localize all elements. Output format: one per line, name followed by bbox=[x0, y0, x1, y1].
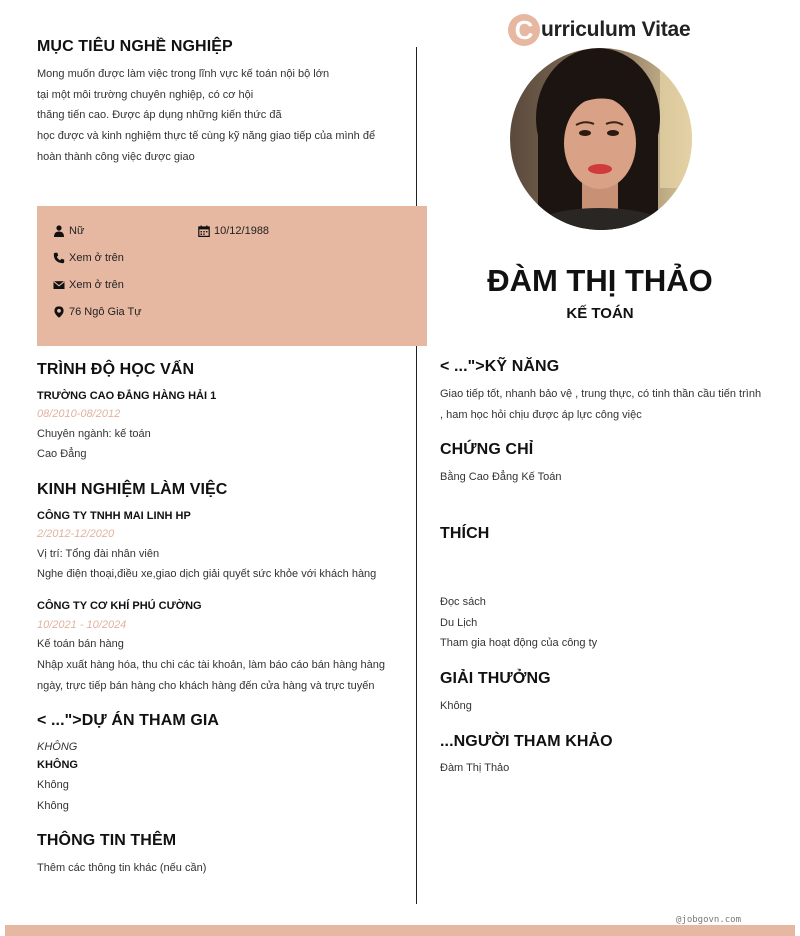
footer-bar bbox=[5, 925, 795, 936]
certificates-text: Bằng Cao Đẳng Kế Toán bbox=[440, 471, 562, 483]
logo-letter: C bbox=[508, 14, 540, 46]
candidate-name: ĐÀM THỊ THẢO bbox=[487, 263, 713, 298]
experience-heading: KINH NGHIỆM LÀM VIỆC bbox=[37, 481, 228, 498]
certificates-heading: CHỨNG CHỈ bbox=[440, 441, 534, 458]
job-description: ngày, trực tiếp bán hàng cho khách hàng đến cửa hàng và trực tuyến bbox=[37, 680, 375, 692]
job-company: CÔNG TY CƠ KHÍ PHÚ CƯỜNG bbox=[37, 600, 202, 612]
hobby-item: Đọc sách bbox=[440, 596, 486, 608]
job-description: Nhập xuất hàng hóa, thu chi các tài khoản, làm báo cáo bán hàng hàng bbox=[37, 659, 385, 671]
objective-line: thăng tiến cao. Được áp dụng những kiến thức đã bbox=[37, 109, 282, 121]
watermark: @jobgovn.com bbox=[676, 915, 742, 925]
project-line: KHÔNG bbox=[37, 759, 78, 771]
hobbies-heading: THÍCH bbox=[440, 525, 490, 542]
address-value: 76 Ngô Gia Tự bbox=[69, 306, 142, 318]
awards-heading: GIẢI THƯỞNG bbox=[440, 670, 551, 687]
project-line: KHÔNG bbox=[37, 741, 78, 753]
contact-address bbox=[53, 306, 142, 318]
education-school: TRƯỜNG CAO ĐẲNG HÀNG HẢI 1 bbox=[37, 390, 217, 402]
project-line: Không bbox=[37, 800, 69, 812]
phone-value: Xem ở trên bbox=[69, 252, 124, 264]
education-dates: 08/2010-08/2012 bbox=[37, 408, 121, 420]
hobby-item: Tham gia hoạt động của công ty bbox=[440, 637, 598, 649]
calendar-icon bbox=[198, 225, 210, 237]
references-text: Đàm Thị Thảo bbox=[440, 762, 510, 774]
contact-email bbox=[53, 279, 124, 291]
skills-line: , ham học hỏi chịu được áp lực công việc bbox=[440, 409, 642, 421]
profile-photo bbox=[510, 48, 692, 230]
objective-line: Mong muốn được làm việc trong lĩnh vực kế toán nội bộ lớn bbox=[37, 68, 330, 80]
skills-line: Giao tiếp tốt, nhanh bảo vệ , trung thực, có tinh thần cầu tiến trình bbox=[440, 388, 762, 400]
job-title: KẾ TOÁN bbox=[566, 305, 634, 322]
job-dates: 2/2012-12/2020 bbox=[37, 528, 115, 540]
references-heading: ...NGƯỜI THAM KHẢO bbox=[440, 733, 613, 750]
objective-line: tại một môi trường chuyên nghiệp, có cơ hội bbox=[37, 89, 254, 101]
job-description: Nghe điện thoại,điều xe,giao dịch giải quyết sức khỏe với khách hàng bbox=[37, 568, 377, 580]
contact-phone bbox=[53, 252, 124, 264]
location-icon bbox=[53, 306, 65, 318]
more-info-heading: THÔNG TIN THÊM bbox=[37, 832, 177, 849]
job-company: CÔNG TY TNHH MAI LINH HP bbox=[37, 510, 191, 522]
more-info-text: Thêm các thông tin khác (nếu cần) bbox=[37, 862, 207, 874]
gender-value: Nữ bbox=[69, 225, 85, 237]
education-degree: Cao Đẳng bbox=[37, 448, 87, 460]
birthday-value: 10/12/1988 bbox=[214, 225, 270, 237]
project-line: Không bbox=[37, 779, 69, 791]
column-divider-top bbox=[416, 47, 417, 206]
column-divider-bottom bbox=[416, 346, 417, 904]
hobby-item: Du Lịch bbox=[440, 617, 478, 629]
projects-heading: < ...">DỰ ÁN THAM GIA bbox=[37, 712, 220, 729]
contact-gender bbox=[53, 225, 84, 237]
cv-logo bbox=[508, 14, 691, 46]
contact-birthday bbox=[198, 225, 269, 237]
objective-line: hoàn thành công việc được giao bbox=[37, 151, 195, 163]
job-position: Vị trí: Tổng đài nhân viên bbox=[37, 548, 160, 560]
email-value: Xem ở trên bbox=[69, 279, 124, 291]
logo-text: urriculum Vitae bbox=[541, 18, 691, 41]
education-major: Chuyên ngành: kế toán bbox=[37, 428, 151, 440]
phone-icon bbox=[53, 252, 65, 264]
education-heading: TRÌNH ĐỘ HỌC VẤN bbox=[37, 361, 195, 378]
mail-icon bbox=[53, 279, 65, 291]
user-icon bbox=[53, 225, 65, 237]
objective-heading: MỤC TIÊU NGHỀ NGHIỆP bbox=[37, 38, 233, 55]
awards-text: Không bbox=[440, 700, 472, 712]
skills-heading: < ...">KỸ NĂNG bbox=[440, 358, 560, 375]
job-dates: 10/2021 - 10/2024 bbox=[37, 619, 127, 631]
job-position: Kế toán bán hàng bbox=[37, 638, 124, 650]
contact-box bbox=[37, 206, 427, 346]
objective-line: học được và kinh nghiệm thực tế cùng kỹ năng giao tiếp của mình để bbox=[37, 130, 376, 142]
